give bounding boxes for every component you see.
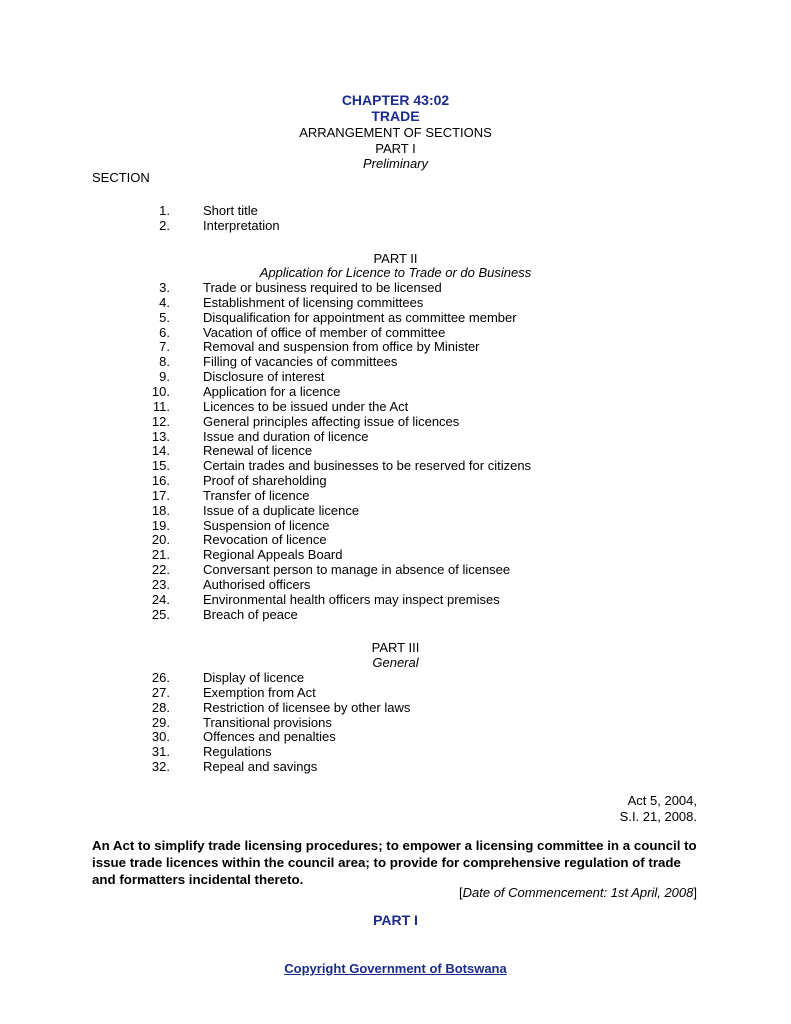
long-title: An Act to simplify trade licensing procedures; to empower a licensing committee in a council to issue trade licences within the council area; to provide for comprehensive regulation of trade and formatters incidental thereto. <box>92 838 697 887</box>
section-number: 22. <box>151 562 170 578</box>
toc-row <box>0 325 791 340</box>
section-number: 21. <box>151 547 170 563</box>
section-number: 15. <box>151 458 170 474</box>
section-number: 7. <box>159 339 170 355</box>
bracket-close: ] <box>693 885 697 900</box>
section-title: Application for a licence <box>203 383 341 399</box>
section-title: Display of licence <box>203 670 305 685</box>
section-title: Conversant person to manage in absence of licensee <box>203 562 511 578</box>
section-title: General principles affecting issue of licences <box>203 413 460 429</box>
citation-act: Act 5, 2004, <box>627 793 697 808</box>
part-heading: PART II <box>373 251 418 266</box>
toc-row <box>0 339 791 354</box>
toc-row <box>0 685 791 700</box>
toc-row <box>0 443 791 458</box>
section-number: 16. <box>151 473 170 489</box>
toc-row <box>0 729 791 744</box>
section-title: Removal and suspension from office by Minister <box>203 339 480 355</box>
toc-row <box>0 700 791 715</box>
toc-row <box>0 532 791 547</box>
section-number: 26. <box>151 670 170 685</box>
section-number: 12. <box>151 413 170 429</box>
toc-row <box>0 592 791 607</box>
toc-row <box>0 280 791 295</box>
section-title: Interpretation <box>203 217 280 233</box>
toc-row <box>0 203 791 218</box>
section-number: 24. <box>151 591 170 607</box>
toc-row <box>0 310 791 325</box>
section-title: Disqualification for appointment as committee member <box>203 309 517 325</box>
toc-row <box>0 384 791 399</box>
section-number: 5. <box>159 309 170 325</box>
section-number: 19. <box>151 517 170 533</box>
toc-row <box>0 759 791 774</box>
toc-row <box>0 458 791 473</box>
section-title: Short title <box>203 203 258 218</box>
toc-row <box>0 547 791 562</box>
section-title: Suspension of licence <box>203 517 330 533</box>
section-label: SECTION <box>92 170 150 185</box>
toc-row <box>0 429 791 444</box>
bracket-open: [ <box>459 885 463 900</box>
section-title: Revocation of licence <box>203 532 327 548</box>
section-number: 32. <box>151 759 170 775</box>
toc-row <box>0 488 791 503</box>
section-title: Disclosure of interest <box>203 369 325 385</box>
body-part-heading: PART I <box>373 912 418 928</box>
section-title: Transfer of licence <box>203 487 310 503</box>
toc-row <box>0 473 791 488</box>
section-title: Offences and penalties <box>203 729 336 745</box>
toc-row <box>0 354 791 369</box>
section-number: 30. <box>151 729 170 745</box>
section-number: 17. <box>151 487 170 503</box>
section-title: Regional Appeals Board <box>203 547 343 563</box>
section-number: 3. <box>159 280 170 295</box>
part-heading: PART III <box>371 640 420 655</box>
toc-row <box>0 518 791 533</box>
section-title: Issue of a duplicate licence <box>203 502 360 518</box>
section-number: 1. <box>159 203 170 218</box>
section-number: 29. <box>151 714 170 730</box>
act-title: TRADE <box>371 108 420 124</box>
section-number: 4. <box>159 294 170 310</box>
section-number: 9. <box>159 369 170 385</box>
commencement-date <box>459 885 697 900</box>
toc-row <box>0 744 791 759</box>
section-title: Regulations <box>203 744 272 760</box>
section-title: Restriction of licensee by other laws <box>203 699 411 715</box>
section-title: Breach of peace <box>203 606 298 622</box>
toc-row <box>0 369 791 384</box>
toc-row <box>0 562 791 577</box>
section-title: Repeal and savings <box>203 759 318 775</box>
section-title: Trade or business required to be licensed <box>203 280 442 295</box>
section-title: Renewal of licence <box>203 443 313 459</box>
arrangement-heading: ARRANGEMENT OF SECTIONS <box>299 125 492 140</box>
citation-si: S.I. 21, 2008. <box>619 809 697 824</box>
section-number: 31. <box>151 744 170 760</box>
section-title: Issue and duration of licence <box>203 428 369 444</box>
chapter-number: CHAPTER 43:02 <box>341 92 450 108</box>
section-title: Vacation of office of member of committee <box>203 324 446 340</box>
toc-row <box>0 218 791 233</box>
section-number: 28. <box>151 699 170 715</box>
section-number: 10. <box>151 383 170 399</box>
section-title: Environmental health officers may inspect premises <box>203 591 500 607</box>
section-number: 11. <box>152 398 170 414</box>
footer <box>0 961 791 976</box>
section-title: Certain trades and businesses to be reserved for citizens <box>203 458 532 474</box>
toc-row <box>0 607 791 622</box>
part-subheading: General <box>372 655 419 670</box>
part-heading: PART I <box>375 141 416 156</box>
section-number: 23. <box>151 577 170 592</box>
section-title: Proof of shareholding <box>203 473 327 489</box>
toc-row <box>0 670 791 685</box>
toc-row <box>0 399 791 414</box>
section-number: 13. <box>151 428 170 444</box>
section-title: Licences to be issued under the Act <box>203 398 409 414</box>
section-title: Authorised officers <box>203 577 311 592</box>
section-number: 25. <box>151 606 170 622</box>
toc-row <box>0 577 791 592</box>
section-number: 18. <box>151 502 170 518</box>
section-number: 27. <box>151 684 170 700</box>
toc-row <box>0 715 791 730</box>
commencement-text: Date of Commencement: 1st April, 2008 <box>462 885 694 900</box>
section-number: 6. <box>159 324 170 340</box>
toc-row <box>0 414 791 429</box>
copyright-link[interactable]: Copyright Government of Botswana <box>284 961 507 976</box>
part-subheading: Application for Licence to Trade or do Business <box>259 265 532 280</box>
section-title: Filling of vacancies of committees <box>203 354 398 370</box>
section-title: Transitional provisions <box>203 714 332 730</box>
section-number: 20. <box>151 532 170 548</box>
section-title: Exemption from Act <box>203 684 316 700</box>
section-number: 2. <box>159 217 170 233</box>
toc-row <box>0 503 791 518</box>
section-title: Establishment of licensing committees <box>203 294 424 310</box>
toc-row <box>0 295 791 310</box>
section-number: 8. <box>159 354 170 370</box>
section-number: 14. <box>151 443 170 459</box>
part-subheading: Preliminary <box>362 156 428 171</box>
